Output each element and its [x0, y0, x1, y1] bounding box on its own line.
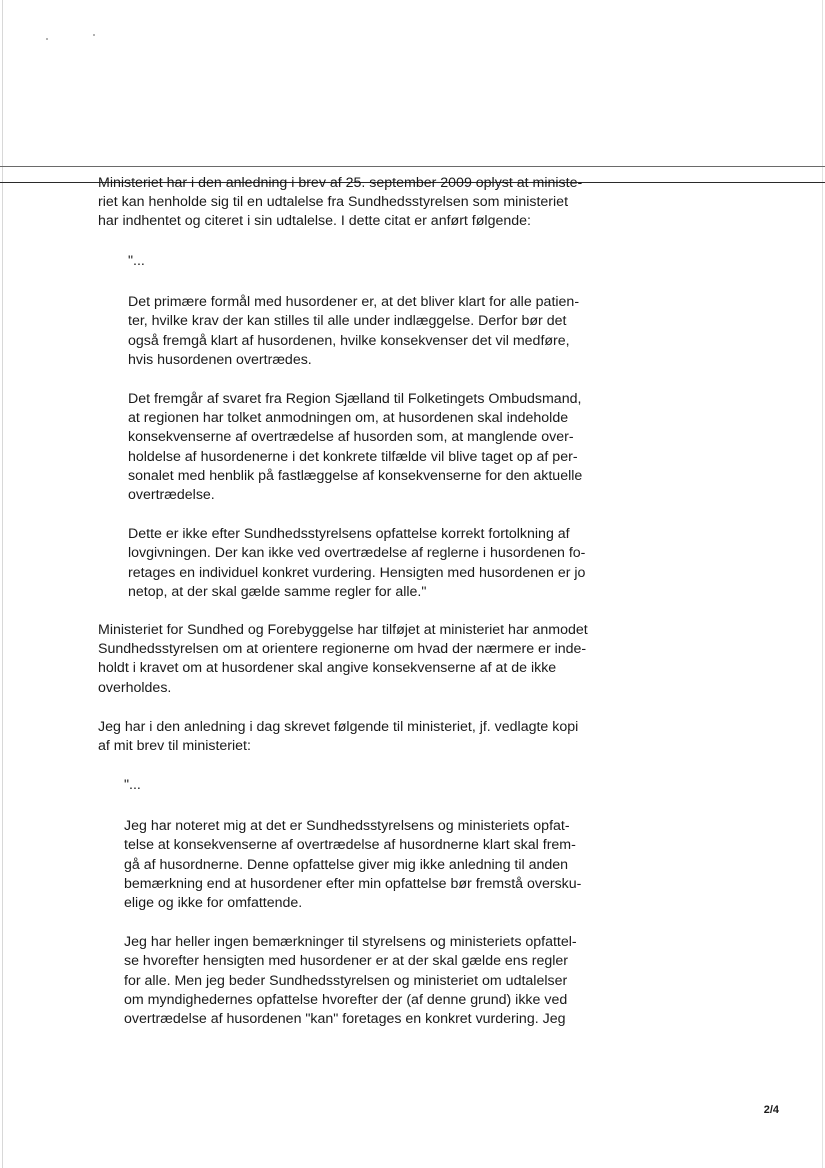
text-line: bemærkning end at husordener efter min opfattelse bør fremstå oversku-	[124, 875, 582, 892]
text-line: Det fremgår af svaret fra Region Sjælland til Folketingets Ombudsmand,	[128, 391, 582, 408]
text-line: telse at konsekvenserne af overtrædelse af husordnerne klart skal frem-	[124, 837, 576, 854]
text-line: at regionen har tolket anmodningen om, at husordenen skal indeholde	[128, 410, 569, 427]
text-line: Jeg har heller ingen bemærkninger til styrelsens og ministeriets opfattel-	[124, 934, 577, 951]
text-line: hvis husordenen overtrædes.	[128, 351, 312, 368]
text-line: se hvorefter hensigten med husordener er at der skal gælde ens regler	[124, 953, 569, 970]
scan-right-edge	[822, 0, 823, 1168]
scan-left-edge	[2, 0, 3, 1168]
quote-block-2	[124, 776, 581, 1029]
text-line: Dette er ikke efter Sundhedsstyrelsens opfattelse korrekt fortolkning af	[128, 526, 570, 543]
page-number: 2/4	[763, 1104, 779, 1116]
text-line: Det primære formål med husordener er, at det bliver klart for alle patien-	[128, 294, 580, 311]
quote-open-mark: "...	[128, 253, 145, 269]
text-line: riet kan henholde sig til en udtalelse fra Sundhedsstyrelsen som ministeriet	[98, 194, 569, 211]
header-rule	[0, 166, 825, 167]
scan-speck	[93, 34, 95, 36]
scan-speck	[46, 38, 48, 40]
text-line: ter, hvilke krav der kan stilles til alle under indlæggelse. Derfor bør det	[128, 313, 567, 330]
reply-intro-paragraph	[98, 718, 578, 756]
text-line: Ministeriet har i den anledning i brev af 25. september 2009 oplyst at ministe-	[98, 175, 583, 191]
text-line: har indhentet og citeret i sin udtalelse. I dette citat er anført følgende:	[98, 213, 531, 230]
text-line: lovgivningen. Der kan ikke ved overtrædelse af reglerne i husordenen fo-	[128, 545, 586, 562]
text-line: Jeg har noteret mig at det er Sundhedsstyrelsens og ministeriets opfat-	[124, 818, 570, 835]
intro-paragraph	[98, 174, 582, 232]
text-line: holdelse af husordenerne i det konkrete tilfælde vil blive taget op af per-	[128, 448, 578, 465]
text-line: netop, at der skal gælde samme regler for alle."	[128, 583, 427, 600]
text-line: af mit brev til ministeriet:	[98, 738, 251, 755]
quote-open-mark: "...	[124, 777, 141, 793]
text-line: sonalet med henblik på fastlæggelse af konsekvenserne for den aktuelle	[128, 467, 583, 484]
text-line: overtrædelse.	[128, 487, 215, 504]
text-line: overtrædelse af husordenen "kan" foretages en konkret vurdering. Jeg	[124, 1011, 566, 1028]
text-line: overholdes.	[98, 679, 172, 696]
text-line: Jeg har i den anledning i dag skrevet følgende til ministeriet, jf. vedlagte kopi	[98, 719, 579, 735]
text-line: elige og ikke for omfattende.	[124, 895, 303, 912]
ministry-paragraph	[98, 621, 588, 698]
quote-block-1	[128, 252, 585, 602]
text-line: holdt i kravet om at husordener skal angive konsekvenserne af at de ikke	[98, 660, 557, 677]
text-line: retages en individuel konkret vurdering. Hensigten med husordenen er jo	[128, 564, 586, 581]
text-line: for alle. Men jeg beder Sundhedsstyrelsen og ministeriet om udtalelser	[124, 972, 568, 989]
text-line: Ministeriet for Sundhed og Forebyggelse har tilføjet at ministeriet har anmodet	[98, 622, 588, 638]
text-line: også fremgå klart af husordenen, hvilke konsekvenser det vil medføre,	[128, 332, 570, 349]
text-line: Sundhedsstyrelsen om at orientere regionerne om hvad der nærmere er inde-	[98, 641, 587, 658]
text-line: gå af husordnerne. Denne opfattelse giver mig ikke anledning til anden	[124, 856, 569, 873]
text-line: konsekvenserne af overtrædelse af husorden som, at manglende over-	[128, 429, 574, 446]
text-line: om myndighedernes opfattelse hvorefter der (af denne grund) ikke ved	[124, 991, 568, 1008]
